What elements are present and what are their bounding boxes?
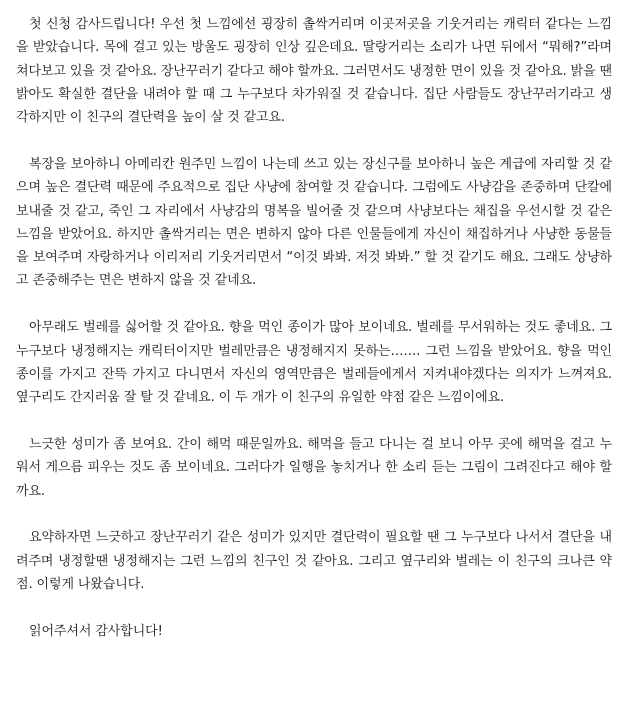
paragraph-summary: 요약하자면 느긋하고 장난꾸러기 같은 성미가 있지만 결단력이 필요할 땐 그 누구보다 나서서 결단을 내려주며 냉정할땐 냉정해지는 그런 느낌의 친구인 것 같아요. 그리고 옆구리와 벌레는 이 친구의 크나큰 약점. 이렇게 나왔습니다. [16, 530, 612, 592]
paragraph-weakness: 아무래도 벌레를 싫어할 것 같아요. 향을 먹인 종이가 많아 보이네요. 벌레를 무서워하는 것도 좋네요. 그 누구보다 냉정해지는 캐릭터이지만 벌레만큼은 냉정해지지 못하는……. 그런 느낌을 받았어요. 향을 먹인 종이를 가지고 잔뜩 가지고 다니면서 자신의 영역만큼은 벌레들에게서 지켜내야겠다는 의지가 느껴져요. 옆구리도 간지러움 잘 탈 것 같네요. 이 두 개가 이 친구의 유일한 약점 같은 느낌이에요. [16, 320, 612, 406]
paragraph-attire: 복장을 보아하니 아메리칸 원주민 느낌이 나는데 쓰고 있는 장신구를 보아하니 높은 계급에 자리할 것 같으며 높은 결단력 때문에 주요적으로 집단 사냥에 참여할 것 같습니다. 그럼에도 사냥감을 존중하며 단칼에 보내줄 것 같고, 죽인 그 자리에서 사냥감의 명복을 빌어줄 것 같으며 사냥보다는 채집을 우선시할 것 같은 느낌을 받았어요. 하지만 촐싹거리는 면은 변하지 않아 다른 인물들에게 자신이 채집하거나 사냥한 동물들을 보여주며 자랑하거나 이리저리 기웃거리면서 “이것 봐봐. 저것 봐봐.” 할 것 같기도 해요. 그래도 상냥하고 존중해주는 면은 변하지 않을 것 같네요. [16, 156, 612, 289]
document-body [16, 13, 612, 643]
paragraph-closing: 읽어주셔서 감사합니다! [29, 623, 163, 639]
paragraph-intro: 첫 신청 감사드립니다! 우선 첫 느낌에선 굉장히 촐싹거리며 이곳저곳을 기웃거리는 캐릭터 같다는 느낌을 받았습니다. 목에 걸고 있는 방울도 굉장히 인상 깊은데요. 딸랑거리는 소리가 나면 뒤에서 “뭐해?”라며 쳐다보고 있을 것 같아요. 장난꾸러기 같다고 해야 할까요. 그러면서도 냉정한 면이 있을 것 같아요. 밝을 땐 밝아도 확실한 결단을 내려야 할 때 그 누구보다 차가워질 것 같습니다. 집단 사람들도 장난꾸러기라고 생각하지만 이 친구의 결단력을 높이 살 것 같고요. [16, 17, 612, 126]
paragraph-temperament: 느긋한 성미가 좀 보여요. 간이 해먹 때문일까요. 해먹을 들고 다니는 걸 보니 아무 곳에 해먹을 걸고 누워서 게으름 피우는 것도 좀 보이네요. 그러다가 일행을 놓치거나 한 소리 듣는 그림이 그려진다고 해야 할까요. [16, 436, 612, 499]
